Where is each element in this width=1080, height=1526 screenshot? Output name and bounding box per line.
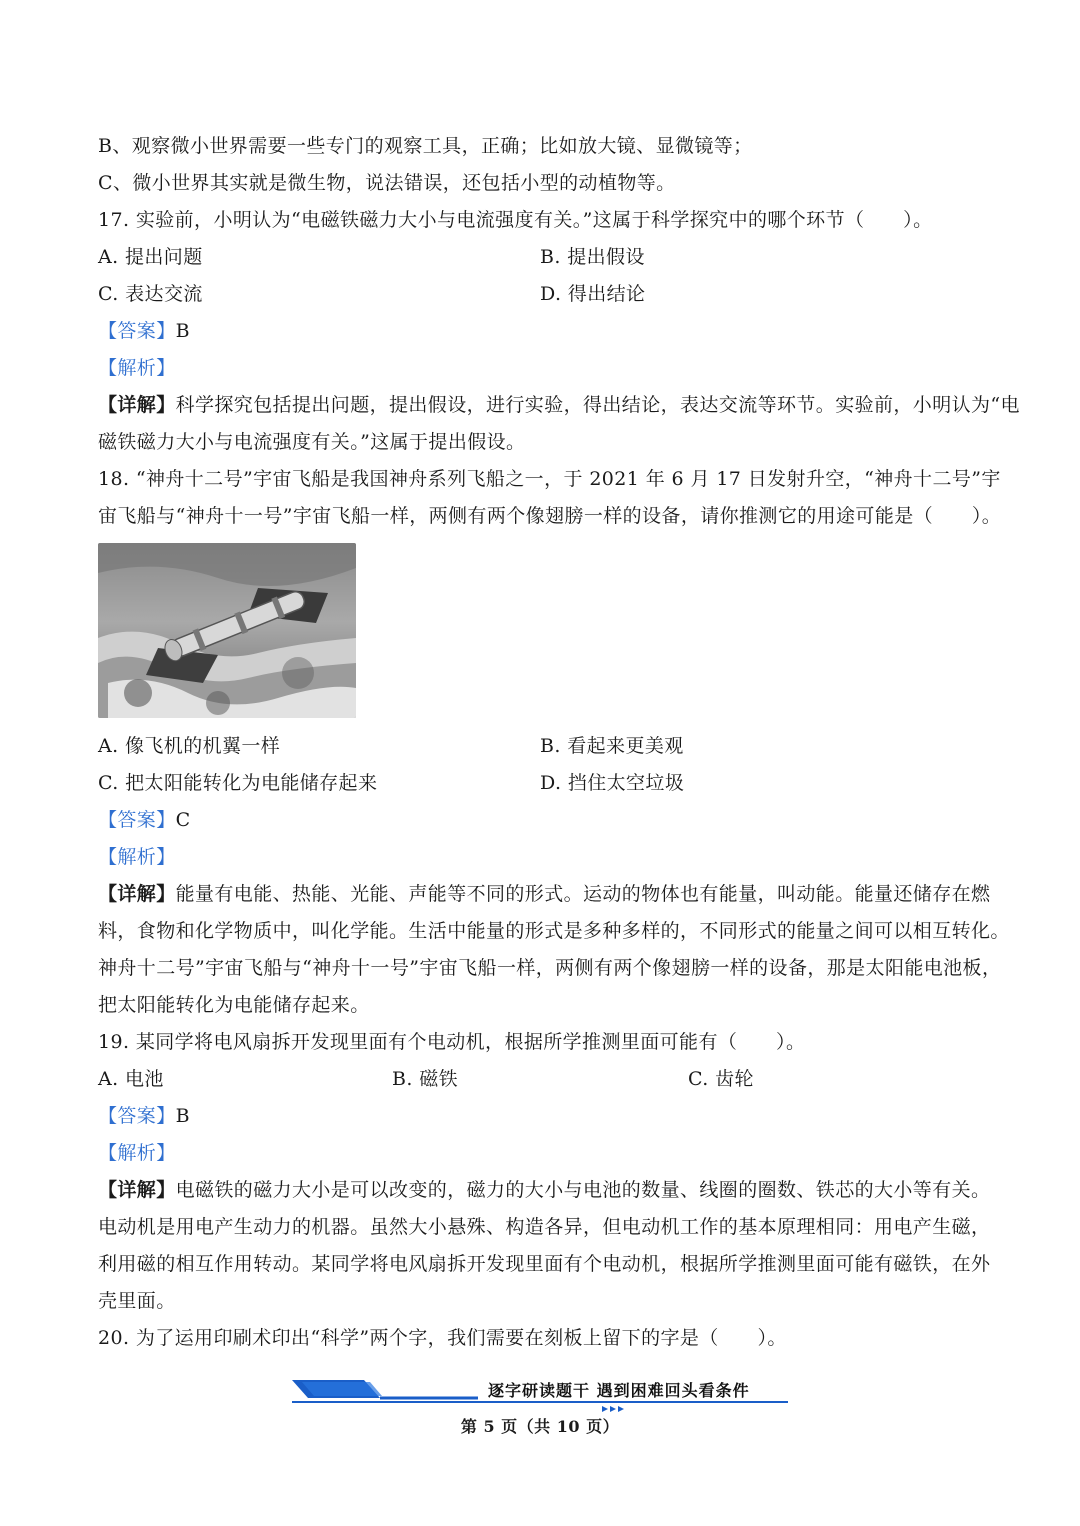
answer-line bbox=[98, 808, 984, 832]
analysis-tag: 【解析】 bbox=[98, 846, 176, 868]
option-d: D. 挡住太空垃圾 bbox=[540, 772, 685, 794]
question-18: 18. “神舟十二号”宇宙飞船是我国神舟系列飞船之一，于 2021 年 6 月 17 日发射升空，“神舟十二号”宇 bbox=[98, 468, 1001, 490]
detail-tag: 【详解】 bbox=[98, 394, 176, 416]
analysis-line bbox=[98, 845, 984, 869]
option-c: C. 齿轮 bbox=[688, 1068, 754, 1090]
answer-tag: 【答案】 bbox=[98, 320, 176, 342]
detail-line: 磁铁磁力大小与电流强度有关。”这属于提出假设。 bbox=[98, 431, 526, 453]
answer-value: B bbox=[175, 320, 190, 342]
detail-line: 把太阳能转化为电能储存起来。 bbox=[98, 994, 370, 1016]
detail-tag: 【详解】 bbox=[98, 883, 176, 905]
page-number: 第 5 页（共 10 页） bbox=[460, 1417, 620, 1436]
option-d: D. 得出结论 bbox=[540, 283, 646, 305]
answer-line bbox=[98, 1104, 984, 1128]
detail-line: 料，食物和化学物质中，叫化学能。生活中能量的形式是多种多样的，不同形式的能量之间可以相互转化。 bbox=[98, 920, 1010, 942]
explanation-line: C、微小世界其实就是微生物，说法错误，还包括小型的动植物等。 bbox=[98, 172, 676, 194]
option-c: C. 表达交流 bbox=[98, 283, 203, 305]
option-c: C. 把太阳能转化为电能储存起来 bbox=[98, 772, 378, 794]
detail-tag: 【详解】 bbox=[98, 1179, 176, 1201]
question-20: 20. 为了运用印刷术印出“科学”两个字，我们需要在刻板上留下的字是（ ）。 bbox=[98, 1327, 787, 1349]
option-b: B. 看起来更美观 bbox=[540, 735, 684, 757]
detail-line: 利用磁的相互作用转动。某同学将电风扇拆开发现里面有个电动机，根据所学推测里面可能有磁铁，在外 bbox=[98, 1253, 991, 1275]
analysis-line bbox=[98, 356, 984, 380]
detail-line: 神舟十二号”宇宙飞船与“神舟十一号”宇宙飞船一样，两侧有两个像翅膀一样的设备，那是太阳能电池板， bbox=[98, 957, 1002, 979]
answer-value: B bbox=[175, 1105, 190, 1127]
detail-line: 壳里面。 bbox=[98, 1290, 176, 1312]
analysis-tag: 【解析】 bbox=[98, 357, 176, 379]
spacecraft-photo bbox=[98, 543, 356, 718]
detail-line: 电动机是用电产生动力的机器。虽然大小悬殊、构造各异，但电动机工作的基本原理相同：用电产生磁， bbox=[98, 1216, 991, 1238]
option-a: A. 电池 bbox=[98, 1068, 164, 1090]
detail-line bbox=[98, 882, 991, 906]
option-a: A. 像飞机的机翼一样 bbox=[98, 735, 281, 757]
answer-line bbox=[98, 319, 984, 343]
detail-line bbox=[98, 1178, 991, 1202]
option-b: B. 磁铁 bbox=[392, 1068, 459, 1090]
detail-text: 科学探究包括提出问题，提出假设，进行实验，得出结论，表达交流等环节。实验前，小明认为“电 bbox=[175, 394, 1020, 416]
detail-line bbox=[98, 393, 1020, 417]
explanation-line: B、观察微小世界需要一些专门的观察工具，正确；比如放大镜、显微镜等； bbox=[98, 135, 753, 157]
analysis-tag: 【解析】 bbox=[98, 1142, 176, 1164]
question-17: 17. 实验前，小明认为“电磁铁磁力大小与电流强度有关。”这属于科学探究中的哪个环节（ ）。 bbox=[98, 209, 933, 231]
question-19: 19. 某同学将电风扇拆开发现里面有个电动机，根据所学推测里面可能有（ ）。 bbox=[98, 1031, 806, 1053]
answer-value: C bbox=[175, 809, 191, 831]
detail-text: 能量有电能、热能、光能、声能等不同的形式。运动的物体也有能量，叫动能。能量还储存在燃 bbox=[175, 883, 991, 905]
detail-text: 电磁铁的磁力大小是可以改变的，磁力的大小与电池的数量、线圈的圈数、铁芯的大小等有关。 bbox=[175, 1179, 991, 1201]
analysis-line bbox=[98, 1141, 984, 1165]
option-b: B. 提出假设 bbox=[540, 246, 645, 268]
answer-tag: 【答案】 bbox=[98, 809, 176, 831]
answer-tag: 【答案】 bbox=[98, 1105, 176, 1127]
option-a: A. 提出问题 bbox=[98, 246, 203, 268]
footer-slogan: 逐字研读题干 遇到困难回头看条件 bbox=[488, 1381, 750, 1400]
question-18-cont: 宙飞船与“神舟十一号”宇宙飞船一样，两侧有两个像翅膀一样的设备，请你推测它的用途可能是（ ）。 bbox=[98, 505, 1002, 527]
